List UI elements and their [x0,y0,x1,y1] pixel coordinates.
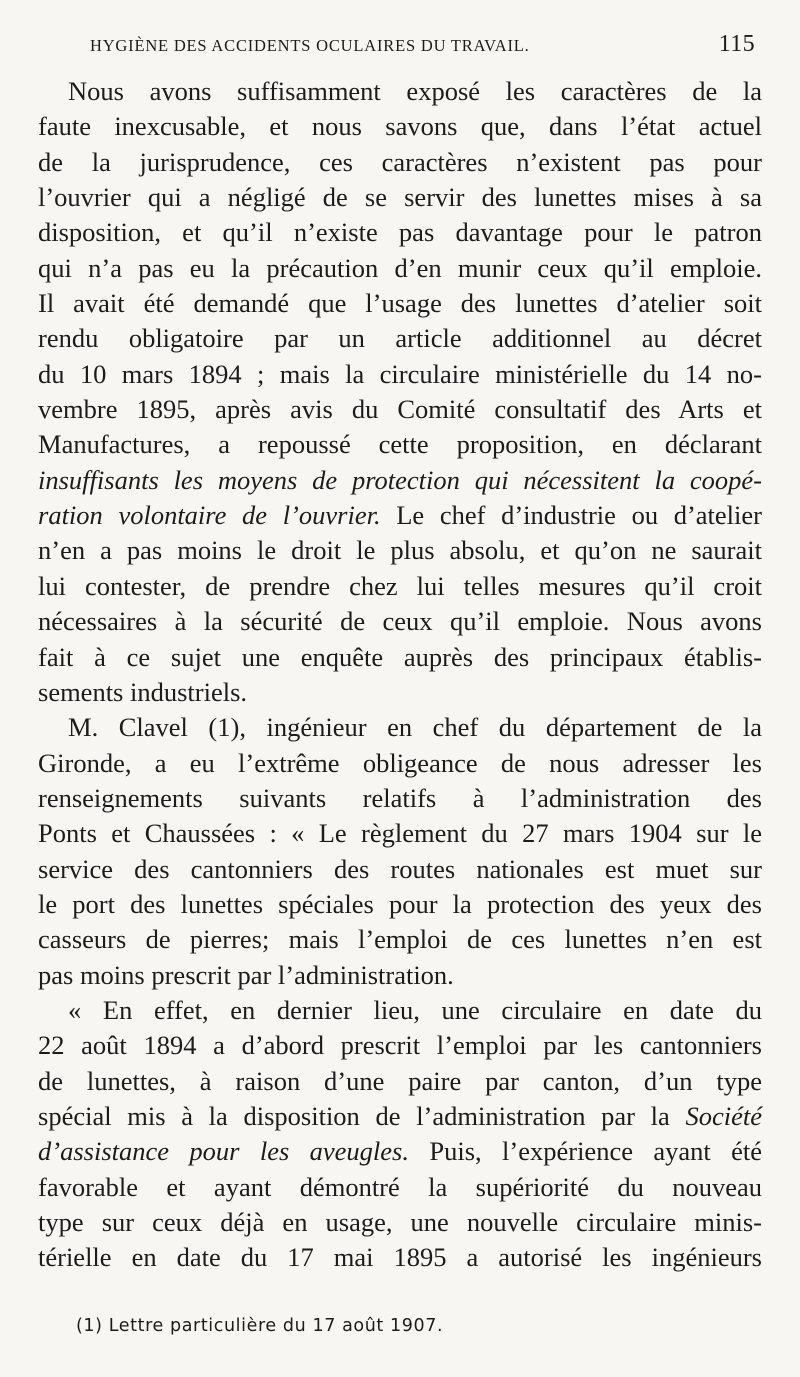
italic-text: Société [685,1100,762,1131]
text-line: fait à ce sujet une enquête auprès des principaux établis- [38,641,762,672]
text-line: de lunettes, à raison d’une paire par canton, d’un type [38,1065,762,1096]
text-line: service des cantonniers des routes nationales est muet sur [38,853,762,884]
text-line: « En effet, en dernier lieu, une circulaire en date du [68,994,762,1025]
text-line [38,1134,762,1169]
text-segment: Le chef d’industrie ou d’atelier [380,500,762,531]
text-line: sements industriels. [38,676,248,707]
text-line: disposition, et qu’il n’existe pas davantage pour le patron [38,217,762,248]
text-line: M. Clavel (1), ingénieur en chef du département de la [68,712,762,743]
text-line: le port des lunettes spéciales pour la protection des yeux des [38,888,762,919]
text-line: 22 août 1894 a d’abord prescrit l’emploi par les cantonniers [38,1030,762,1061]
text-line: Gironde, a eu l’extrême obligeance de nous adresser les [38,747,762,778]
italic-text: ration volontaire de l’ouvrier. [38,500,381,531]
italic-text: d’assistance pour les aveugles. [38,1136,409,1167]
text-segment: spécial mis à la disposition de l’administration par la [38,1100,686,1131]
running-title: HYGIÈNE DES ACCIDENTS OCULAIRES DU TRAVAIL. [90,36,530,55]
text-line: du 10 mars 1894 ; mais la circulaire ministérielle du 14 no- [38,358,762,389]
text-line: renseignements suivants relatifs à l’administration des [38,782,762,813]
text-line: faute inexcusable, et nous savons que, dans l’état actuel [38,111,762,142]
text-line: pas moins prescrit par l’administration. [38,959,454,990]
text-segment: Puis, l’expérience ayant été [408,1136,762,1167]
text-line: type sur ceux déjà en usage, une nouvelle circulaire minis- [38,1207,762,1237]
text-line: rendu obligatoire par un article additionnel au décret [38,323,762,354]
running-head [90,31,755,61]
text-line [38,1099,762,1134]
body-text [38,74,762,1276]
text-line: qui n’a pas eu la précaution d’en munir ceux qu’il emploie. [38,252,762,283]
text-line [38,498,762,533]
text-line: lui contester, de prendre chez lui telles mesures qu’il croit [38,570,762,601]
text-line: térielle en date du 17 mai 1895 a autorisé les ingénieurs [38,1242,762,1273]
text-line [38,463,762,498]
text-line: Ponts et Chaussées : « Le règlement du 27 mars 1904 sur le [38,818,762,849]
text-line: Il avait été demandé que l’usage des lunettes d’atelier soit [38,288,762,319]
text-line: vembre 1895, après avis du Comité consultatif des Arts et [38,394,762,425]
text-line: de la jurisprudence, ces caractères n’existent pas pour [38,146,762,177]
text-line: nécessaires à la sécurité de ceux qu’il emploie. Nous avons [38,606,762,637]
text-line: favorable et ayant démontré la supériorité du nouveau [38,1171,762,1202]
text-line: Nous avons suffisamment exposé les caractères de la [68,76,762,106]
text-line: Manufactures, a repoussé cette proposition, en déclarant [38,429,762,460]
text-line: l’ouvrier qui a négligé de se servir des lunettes mises à sa [38,182,762,213]
italic-text: insuffisants les moyens de protection qui nécessitent la coopé- [38,464,762,495]
text-line: casseurs de pierres; mais l’emploi de ces lunettes n’en est [38,924,762,955]
text-line: n’en a pas moins le droit le plus absolu, et qu’on ne saurait [38,535,762,566]
page-number: 115 [718,31,755,57]
footnote: (1) Lettre particulière du 17 août 1907. [76,1316,444,1336]
